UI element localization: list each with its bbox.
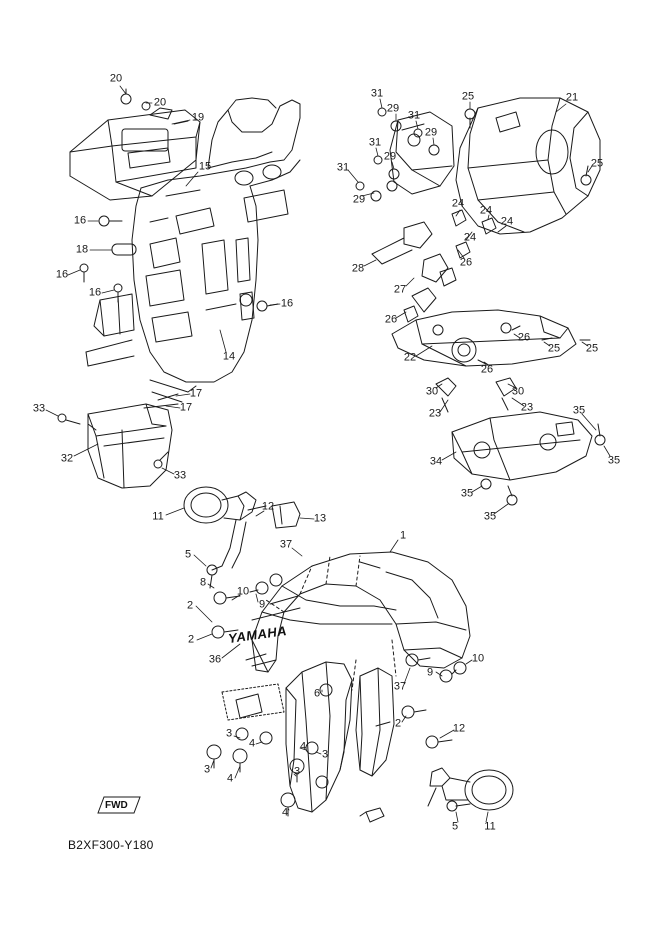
callout-number: 2 — [394, 717, 402, 730]
callout-number: 10 — [471, 652, 485, 665]
callout-number: 4 — [299, 740, 307, 753]
callout-number: 5 — [184, 548, 192, 561]
callout-number: 5 — [451, 820, 459, 833]
callout-number: 31 — [336, 161, 350, 174]
callout-number: 8 — [199, 576, 207, 589]
callout-number: 33 — [32, 402, 46, 415]
callout-number: 37 — [393, 680, 407, 693]
callout-number: 6 — [313, 687, 321, 700]
callout-number: 29 — [424, 126, 438, 139]
callout-number: 30 — [425, 385, 439, 398]
callout-number: 19 — [191, 111, 205, 124]
callout-number: 26 — [459, 256, 473, 269]
callout-number: 20 — [153, 96, 167, 109]
callout-number: 11 — [484, 820, 496, 833]
leader-lines — [46, 86, 610, 822]
callout-number: 31 — [407, 109, 421, 122]
callout-number: 13 — [313, 512, 327, 525]
callout-number: 22 — [403, 351, 417, 364]
callout-number: 2 — [187, 633, 195, 646]
callout-number: 30 — [511, 385, 525, 398]
callout-number: 33 — [173, 469, 187, 482]
callout-number: 10 — [236, 585, 250, 598]
callout-number: 23 — [520, 401, 534, 414]
callout-number: 29 — [386, 102, 400, 115]
callout-number: 20 — [109, 72, 123, 85]
callout-number: 34 — [429, 455, 443, 468]
part-code-label: B2XF300-Y180 — [68, 838, 154, 852]
callout-number: 4 — [226, 772, 234, 785]
callout-number: 9 — [426, 666, 434, 679]
callout-number: 25 — [547, 342, 561, 355]
callout-number: 24 — [463, 231, 477, 244]
callout-number: 35 — [607, 454, 621, 467]
callout-number: 35 — [572, 404, 586, 417]
speed-sensor-upper — [184, 487, 300, 638]
callout-number: 26 — [480, 363, 494, 376]
callout-number: 25 — [461, 90, 475, 103]
rear-fender-main — [86, 98, 300, 402]
callout-number: 27 — [393, 283, 407, 296]
rear-mudguard — [88, 404, 172, 488]
callout-number: 23 — [428, 407, 442, 420]
callout-number: 16 — [280, 297, 294, 310]
callout-number: 16 — [55, 268, 69, 281]
callout-number: 9 — [258, 598, 266, 611]
callout-number: 32 — [60, 452, 74, 465]
callout-number: 26 — [517, 331, 531, 344]
bottom-bolt-cluster — [207, 684, 390, 822]
callout-number: 4 — [281, 806, 289, 819]
callout-number: 37 — [279, 538, 293, 551]
callout-number: 31 — [368, 136, 382, 149]
callout-number: 12 — [261, 500, 275, 513]
fwd-label: FWD — [105, 800, 128, 811]
callout-number: 24 — [479, 204, 493, 217]
callout-number: 3 — [293, 765, 301, 778]
tail-cover — [456, 98, 600, 234]
callout-number: 16 — [88, 286, 102, 299]
callout-number: 25 — [590, 157, 604, 170]
callout-number: 3 — [203, 763, 211, 776]
callout-number: 21 — [565, 91, 579, 104]
fwd-direction-badge — [96, 793, 142, 821]
callout-number: 2 — [186, 599, 194, 612]
callout-number: 18 — [75, 243, 89, 256]
callout-number: 35 — [460, 487, 474, 500]
callout-number: 14 — [222, 350, 236, 363]
callout-number: 29 — [383, 150, 397, 163]
callout-number: 16 — [73, 214, 87, 227]
yamaha-brand-text: YAMAHA — [227, 622, 288, 647]
lower-tail-cover — [452, 412, 605, 505]
callout-number: 11 — [152, 510, 164, 523]
callout-number: 31 — [370, 87, 384, 100]
callout-number: 12 — [452, 722, 466, 735]
callout-number: 4 — [248, 737, 256, 750]
callout-number: 24 — [451, 197, 465, 210]
license-bracket — [372, 109, 576, 412]
callout-number: 29 — [352, 193, 366, 206]
callout-number: 15 — [198, 160, 212, 173]
callout-number: 28 — [351, 262, 365, 275]
front-fender — [236, 552, 470, 812]
callout-number: 24 — [500, 215, 514, 228]
callout-number: 17 — [189, 387, 203, 400]
callout-number: 3 — [321, 748, 329, 761]
callout-number: 25 — [585, 342, 599, 355]
callout-number: 3 — [225, 727, 233, 740]
callout-number: 35 — [483, 510, 497, 523]
callout-number: 36 — [208, 653, 222, 666]
callout-number: 1 — [399, 529, 407, 542]
callout-number: 26 — [384, 313, 398, 326]
callout-number: 17 — [179, 401, 193, 414]
